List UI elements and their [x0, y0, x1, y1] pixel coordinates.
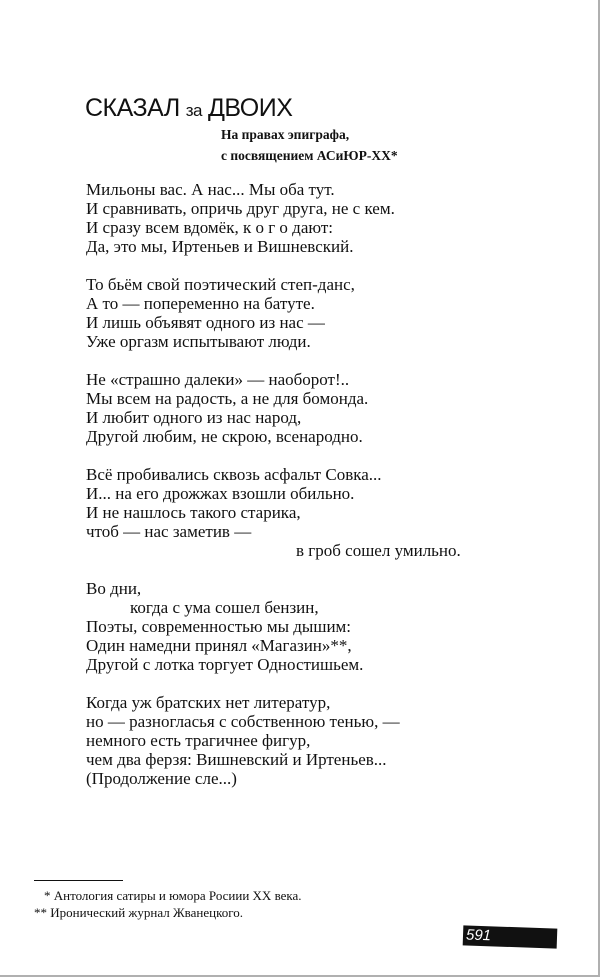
- stanza-3: [86, 370, 461, 446]
- poem-line: Не «страшно далеки» — наоборот!..: [86, 370, 350, 389]
- title-part-1: СКАЗАЛ: [85, 94, 180, 122]
- poem-line: Другой любим, не скрою, всенародно.: [86, 427, 363, 446]
- poem-line: Другой с лотка торгует Одностишьем.: [86, 655, 364, 674]
- poem-line: Уже оргазм испытывают люди.: [86, 332, 311, 351]
- poem-body: [86, 180, 461, 807]
- poem-line: А то — попеременно на батуте.: [86, 294, 315, 313]
- footnotes: [34, 887, 302, 921]
- poem-line: (Продолжение сле...): [86, 769, 237, 788]
- poem-line: Всё пробивались сквозь асфальт Совка...: [86, 465, 382, 484]
- footnote-divider: [34, 880, 123, 881]
- poem-line: но — разногласья с собственною тенью, —: [86, 712, 400, 731]
- poem-line: И не нашлось такого старика,: [86, 503, 301, 522]
- poem-line: Мильоны вас. А нас... Мы оба тут.: [86, 180, 335, 199]
- title-part-3: ДВОИХ: [208, 94, 293, 122]
- poem-line: И лишь объявят одного из нас —: [86, 313, 325, 332]
- footnote: * Антология сатиры и юмора Росиии XX века.: [44, 888, 302, 903]
- poem-line: Да, это мы, Иртеньев и Вишневский.: [86, 237, 354, 256]
- poem-line: чтоб — нас заметив —: [86, 522, 252, 541]
- poem-line: Во дни,: [86, 579, 142, 598]
- poem-line: И сравнивать, опричь друг друга, не с кем.: [86, 199, 395, 218]
- epigraph-line: с посвящением АСиЮР-XX*: [221, 148, 398, 163]
- stanza-1: [86, 180, 461, 256]
- poem-line: немного есть трагичнее фигур,: [86, 731, 311, 750]
- poem-line: Поэты, современностью мы дышим:: [86, 617, 352, 636]
- poem-line: И... на его дрожжах взошли обильно.: [86, 484, 355, 503]
- stanza-2: [86, 275, 461, 351]
- poem-line: Один намедни принял «Магазин»**,: [86, 636, 352, 655]
- poem-line: То бьём свой поэтический степ-данс,: [86, 275, 355, 294]
- poem-line: в гроб сошел умильно.: [296, 541, 461, 560]
- stanza-4: [86, 465, 461, 560]
- poem-title: [85, 94, 292, 123]
- poem-line: когда с ума сошел бензин,: [130, 598, 319, 617]
- footnote: ** Иронический журнал Жванецкого.: [34, 905, 243, 920]
- epigraph: [221, 124, 398, 166]
- poem-line: Когда уж братских нет литератур,: [86, 693, 331, 712]
- page-number: 591: [463, 925, 558, 948]
- title-part-2: за: [185, 101, 202, 120]
- stanza-5: [86, 579, 461, 674]
- poem-line: Мы всем на радость, а не для бомонда.: [86, 389, 369, 408]
- poem-line: И сразу всем вдомёк, к о г о дают:: [86, 218, 334, 237]
- poem-line: чем два ферзя: Вишневский и Иртеньев...: [86, 750, 387, 769]
- poem-line: И любит одного из нас народ,: [86, 408, 302, 427]
- epigraph-line: На правах эпиграфа,: [221, 127, 350, 142]
- stanza-6: [86, 693, 461, 788]
